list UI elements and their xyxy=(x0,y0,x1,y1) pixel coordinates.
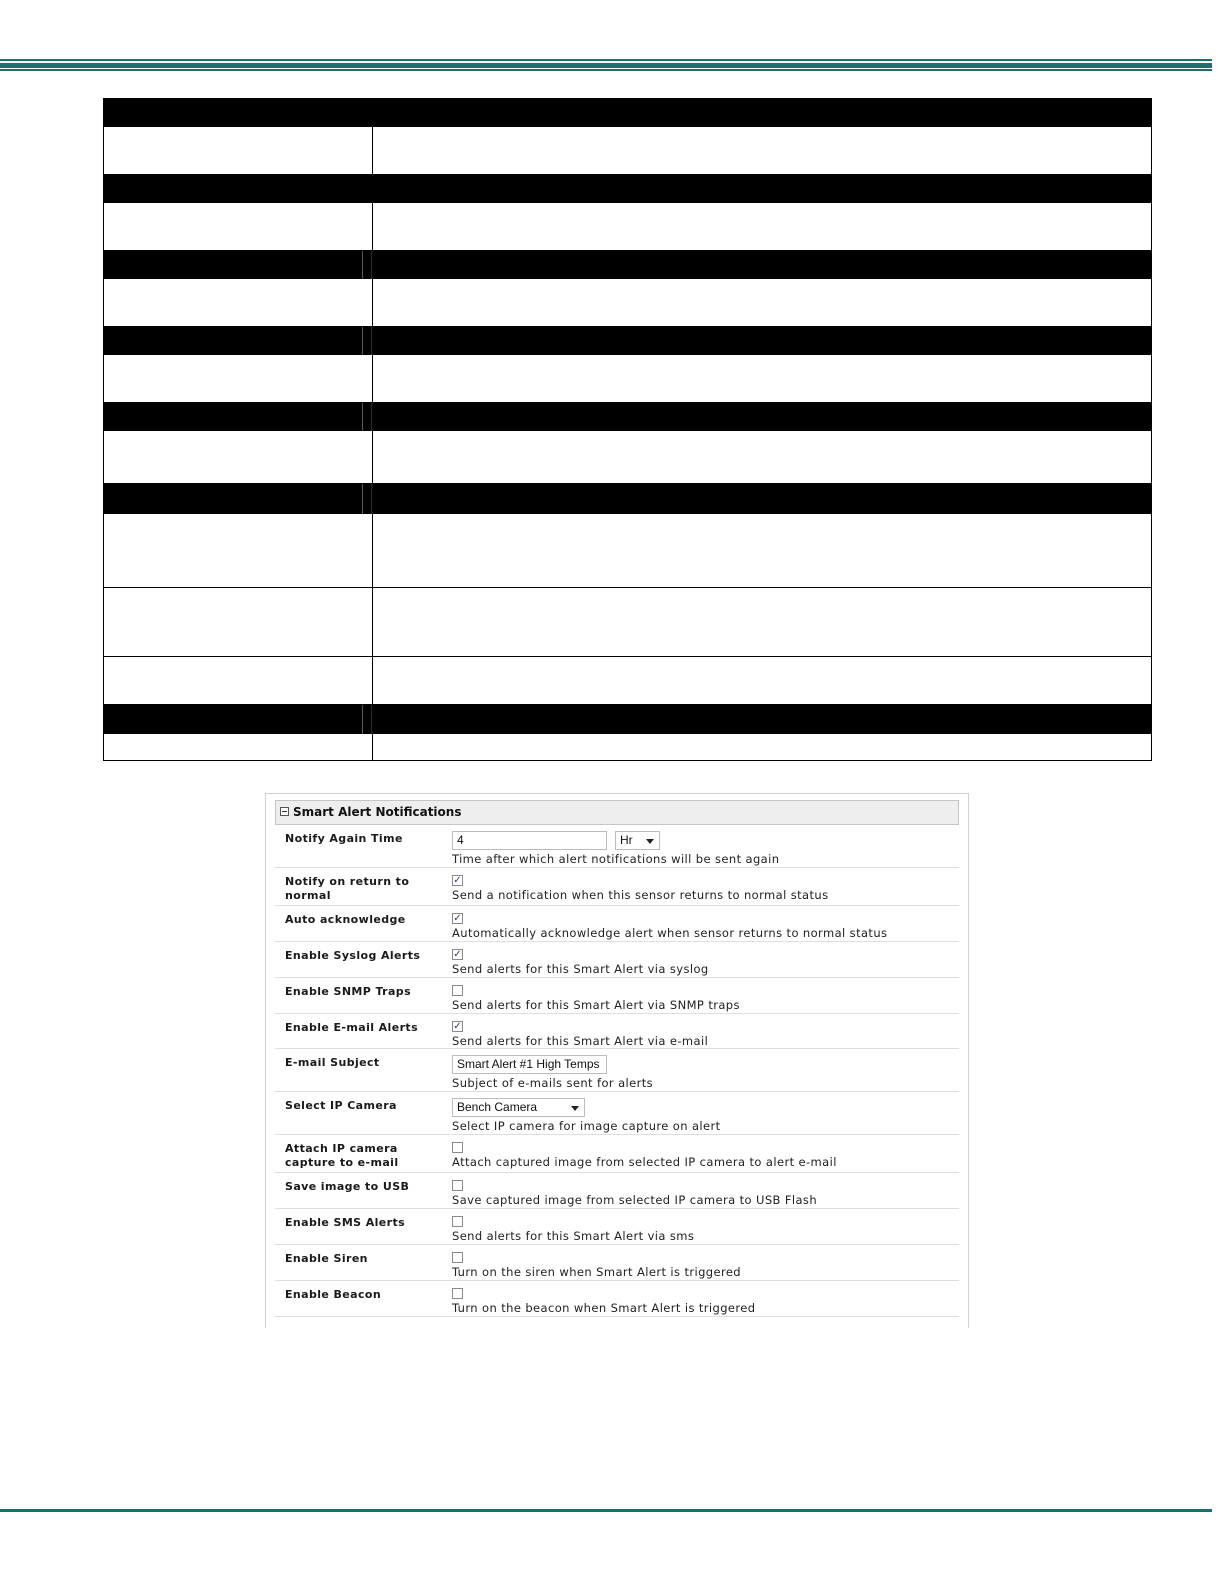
select-value: Hr xyxy=(620,833,633,847)
table-row xyxy=(103,588,1152,657)
setting-label: Notify on return to normal xyxy=(285,875,410,902)
setting-row-enable-snmp xyxy=(275,978,959,1014)
setting-row-enable-siren xyxy=(275,1245,959,1281)
setting-help: Send alerts for this Smart Alert via e-mail xyxy=(452,1034,709,1048)
table-row xyxy=(103,431,1152,484)
setting-row-email-subject xyxy=(275,1049,959,1092)
setting-help: Attach captured image from selected IP camera to alert e-mail xyxy=(452,1155,837,1169)
email-subject-input[interactable]: Smart Alert #1 High Temps xyxy=(452,1055,607,1074)
enable-snmp-checkbox[interactable] xyxy=(452,985,463,996)
table-row xyxy=(103,203,1152,251)
setting-label: Select IP Camera xyxy=(285,1099,397,1112)
ip-camera-select[interactable] xyxy=(452,1098,585,1117)
table-header-band xyxy=(103,175,1152,203)
header-rule-thin xyxy=(0,59,1212,61)
setting-help: Send alerts for this Smart Alert via sms xyxy=(452,1229,695,1243)
setting-label: Enable Siren xyxy=(285,1252,368,1265)
enable-beacon-checkbox[interactable] xyxy=(452,1288,463,1299)
table-header-band xyxy=(103,705,1152,734)
setting-row-save-usb xyxy=(275,1173,959,1209)
table-header-band xyxy=(103,251,1152,279)
setting-label: E-mail Subject xyxy=(285,1056,380,1069)
setting-help: Save captured image from selected IP camera to USB Flash xyxy=(452,1193,818,1207)
table-row xyxy=(103,514,1152,588)
table-header-band xyxy=(103,98,1152,127)
collapse-icon[interactable] xyxy=(280,807,289,816)
enable-siren-checkbox[interactable] xyxy=(452,1252,463,1263)
setting-label: Auto acknowledge xyxy=(285,913,406,926)
setting-row-enable-beacon xyxy=(275,1281,959,1317)
table-row xyxy=(103,355,1152,403)
setting-label: Enable Syslog Alerts xyxy=(285,949,421,962)
setting-row-notify-again-time xyxy=(275,825,959,868)
enable-syslog-checkbox[interactable]: ✓ xyxy=(453,949,462,960)
setting-row-auto-acknowledge xyxy=(275,906,959,942)
table-header-band xyxy=(103,327,1152,355)
panel-header[interactable] xyxy=(275,800,959,825)
setting-help: Turn on the beacon when Smart Alert is triggered xyxy=(452,1301,756,1315)
enable-email-checkbox[interactable]: ✓ xyxy=(453,1021,462,1032)
setting-help: Automatically acknowledge alert when sensor returns to normal status xyxy=(452,926,888,940)
auto-acknowledge-checkbox[interactable]: ✓ xyxy=(453,913,462,924)
setting-help: Subject of e-mails sent for alerts xyxy=(452,1076,654,1090)
notify-again-unit-select[interactable] xyxy=(615,831,660,850)
setting-help: Turn on the siren when Smart Alert is triggered xyxy=(452,1265,742,1279)
table-header-band xyxy=(103,484,1152,514)
save-usb-checkbox[interactable] xyxy=(452,1180,463,1191)
setting-label: Enable Beacon xyxy=(285,1288,382,1301)
smart-alert-notifications-panel xyxy=(265,793,969,1328)
setting-row-attach-capture xyxy=(275,1135,959,1173)
setting-help: Send a notification when this sensor returns to normal status xyxy=(452,888,829,902)
setting-label: Enable SMS Alerts xyxy=(285,1216,406,1229)
footer-rule xyxy=(0,1509,1212,1512)
setting-label: Notify Again Time xyxy=(285,832,403,845)
table-header-band xyxy=(103,403,1152,431)
chevron-down-icon xyxy=(571,1106,579,1111)
setting-row-notify-return-normal xyxy=(275,868,959,906)
setting-help: Time after which alert notifications will be sent again xyxy=(452,852,780,866)
setting-row-select-ip-camera xyxy=(275,1092,959,1135)
table-row xyxy=(103,734,1152,761)
attach-capture-checkbox[interactable] xyxy=(452,1142,463,1153)
setting-row-enable-email xyxy=(275,1014,959,1049)
setting-label: Attach IP camera capture to e-mail xyxy=(285,1142,399,1169)
table-row xyxy=(103,279,1152,327)
select-value: Bench Camera xyxy=(457,1100,538,1114)
setting-label: Enable SNMP Traps xyxy=(285,985,412,998)
header-rule-thick xyxy=(0,63,1212,68)
chevron-down-icon xyxy=(646,839,654,844)
enable-sms-checkbox[interactable] xyxy=(452,1216,463,1227)
notify-again-time-input[interactable]: 4 xyxy=(452,831,607,850)
table-row xyxy=(103,657,1152,705)
setting-label: Enable E-mail Alerts xyxy=(285,1021,419,1034)
setting-row-enable-syslog xyxy=(275,942,959,978)
setting-help: Send alerts for this Smart Alert via syslog xyxy=(452,962,709,976)
setting-row-enable-sms xyxy=(275,1209,959,1245)
table-row xyxy=(103,127,1152,175)
setting-label: Save image to USB xyxy=(285,1180,410,1193)
setting-help: Send alerts for this Smart Alert via SNMP traps xyxy=(452,998,740,1012)
panel-title: Smart Alert Notifications xyxy=(293,805,462,819)
setting-help: Select IP camera for image capture on alert xyxy=(452,1119,721,1133)
notify-return-normal-checkbox[interactable]: ✓ xyxy=(453,875,462,886)
header-rule-bottom xyxy=(0,69,1212,71)
